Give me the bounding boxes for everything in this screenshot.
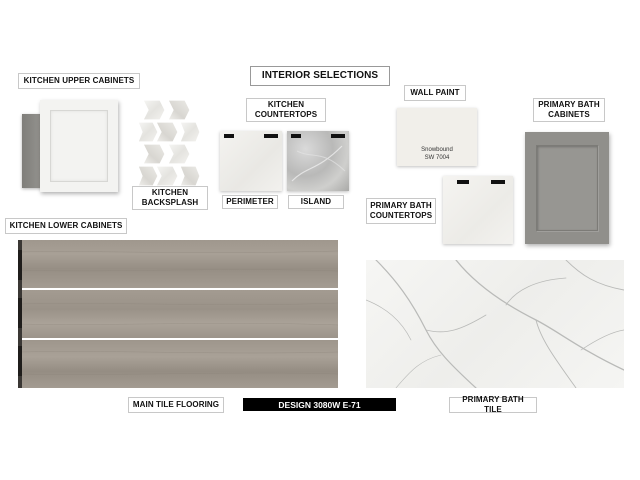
- primary-bath-countertop-sample: [443, 176, 513, 244]
- kitchen-backsplash-label-line1: KITCHEN: [151, 188, 189, 197]
- primary-bath-cabinet-door: [525, 132, 609, 244]
- page-title: INTERIOR SELECTIONS: [250, 66, 390, 86]
- primary-bath-countertops-label: [366, 198, 436, 224]
- wall-paint-label: WALL PAINT: [404, 85, 466, 101]
- kitchen-countertops-label-line1: KITCHEN: [267, 100, 305, 109]
- island-countertop-sample: [287, 131, 349, 191]
- kitchen-countertops-label: [246, 98, 326, 122]
- primary-bath-countertops-label-line1: PRIMARY BATH: [370, 201, 432, 210]
- main-tile-flooring-label: MAIN TILE FLOORING: [128, 397, 224, 413]
- primary-bath-countertops-label-line2: COUNTERTOPS: [369, 211, 433, 220]
- island-label: ISLAND: [288, 195, 344, 209]
- kitchen-backsplash-label-line2: BACKSPLASH: [141, 198, 199, 207]
- kitchen-countertops-label-line2: COUNTERTOPS: [254, 110, 318, 119]
- kitchen-lower-cabinets-label: KITCHEN LOWER CABINETS: [5, 218, 127, 234]
- paint-name: Snowbound: [421, 147, 453, 153]
- primary-bath-tile-label: PRIMARY BATH TILE: [449, 397, 537, 413]
- main-tile-flooring-image: [18, 240, 338, 388]
- perimeter-label: PERIMETER: [222, 195, 278, 209]
- wall-paint-swatch: [397, 108, 477, 166]
- upper-cabinet-white-door: [40, 100, 118, 192]
- kitchen-upper-cabinets-label: KITCHEN UPPER CABINETS: [18, 73, 140, 89]
- primary-bath-cabinets-label: [533, 98, 605, 122]
- design-number-banner: DESIGN 3080W E-71: [243, 398, 396, 411]
- paint-code: SW 7004: [424, 155, 450, 161]
- primary-bath-tile-image: [366, 260, 624, 388]
- primary-bath-cabinets-label-line2: CABINETS: [548, 110, 590, 119]
- kitchen-backsplash-label: [132, 186, 208, 210]
- kitchen-backsplash-tile-image: [138, 98, 200, 186]
- perimeter-countertop-sample: [220, 131, 282, 191]
- primary-bath-cabinets-label-line1: PRIMARY BATH: [538, 100, 600, 109]
